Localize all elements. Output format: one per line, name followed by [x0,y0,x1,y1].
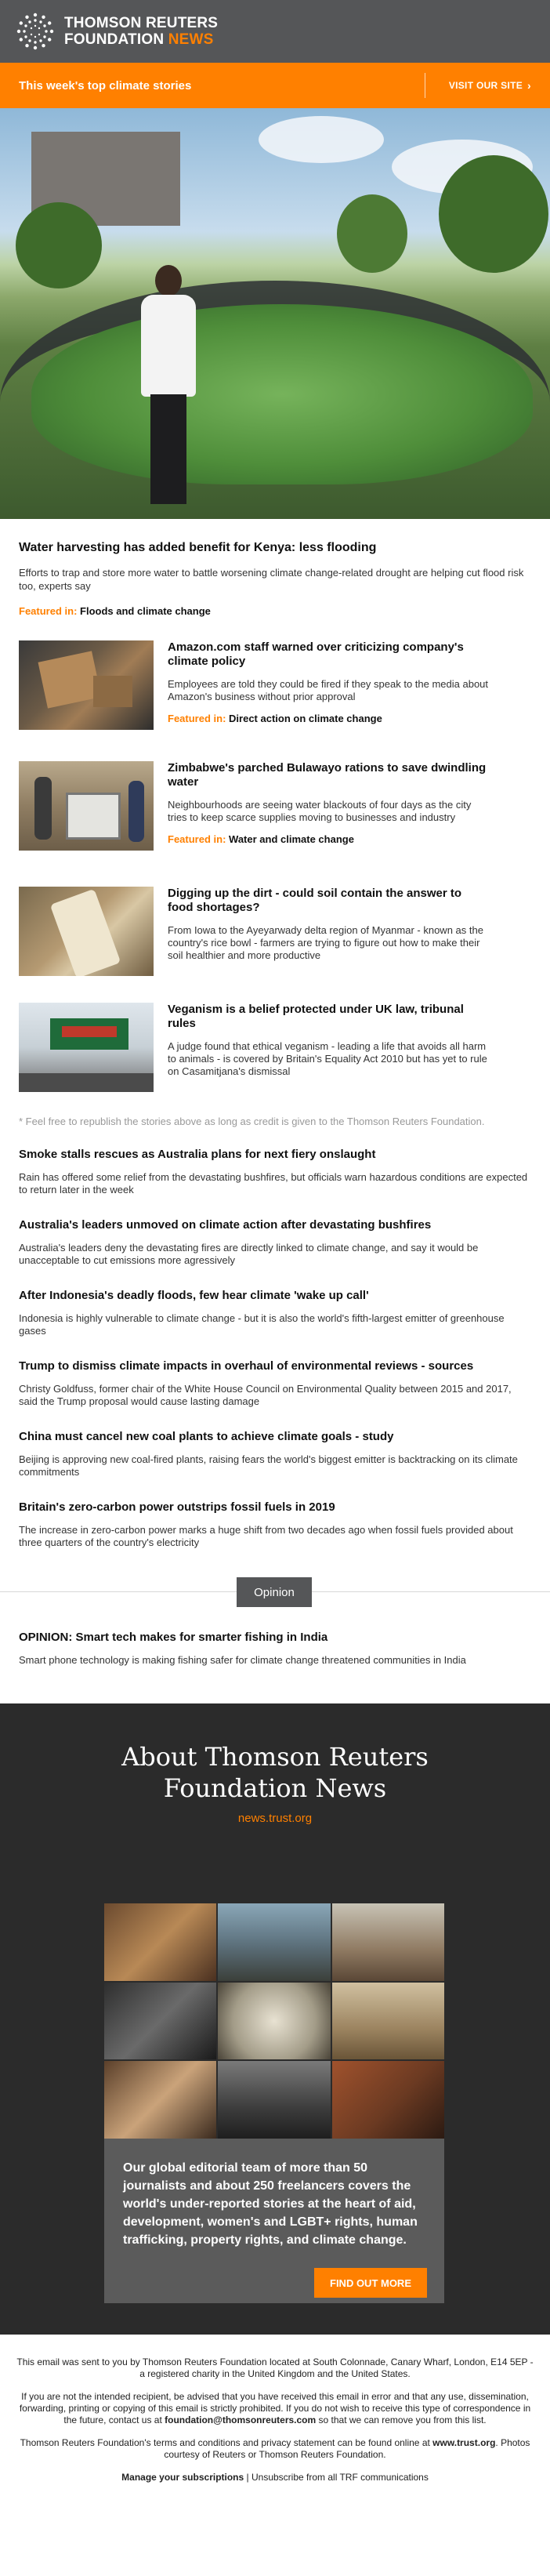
footer-notice: If you are not the intended recipient, be advised that you have received this email in error and that any use, dissemination, forwarding, printing or copying of this email is strictly prohibited. If you do not wish to receive this type of correspondence in the future, contact us at foundation@thomsonreuters.com so that we can remove you from this list. [19,2391,531,2425]
footer-sent-by: This email was sent to you by Thomson Reuters Foundation located at South Colonnade, Canary Wharf, London, E14 5EP - a registered charity in the United Kingdom and the United States. [16,2356,534,2379]
story-card [0,640,550,730]
text-story-title[interactable]: China must cancel new coal plants to achieve climate goals - study [19,1430,394,1443]
unsubscribe-link[interactable]: Unsubscribe from all TRF communications [251,2472,429,2483]
text-story [0,1148,550,1196]
visit-site-label: VISIT OUR SITE [448,80,523,91]
about-site-link[interactable]: news.trust.org [237,1812,313,1825]
story-summary: Employees are told they could be fired if they speak to the media about Amazon's business without prior approval [168,678,489,702]
text-story [0,1500,550,1549]
text-story-title[interactable]: Trump to dismiss climate impacts in overhaul of environmental reviews - sources [19,1359,474,1373]
text-story [0,1289,550,1337]
story-thumbnail[interactable] [19,761,154,851]
footer-subscription-links: Manage your subscriptions | Unsubscribe from all TRF communications [121,2472,429,2483]
republish-note: * Feel free to republish the stories above as long as credit is given to the Thomson Reuters Foundation. [19,1116,485,1127]
main-story-title[interactable]: Water harvesting has added benefit for Kenya: less flooding [19,541,377,554]
story-card [0,761,550,851]
story-card [0,887,550,976]
featured-topic-link[interactable]: Direct action on climate change [229,713,382,724]
find-out-more-button[interactable]: FIND OUT MORE [314,2268,427,2298]
footer-site-link[interactable]: www.trust.org [432,2437,496,2448]
mosaic-photo [332,2061,444,2139]
story-summary: Neighbourhoods are seeing water blackouts of four days as the city tries to keep scarce supplies moving to businesses and industry [168,799,472,823]
text-story-title[interactable]: Australia's leaders unmoved on climate action after devastating bushfires [19,1218,432,1232]
brand-wordmark[interactable] [64,15,218,48]
text-story-title[interactable]: After Indonesia's deadly floods, few hear climate 'wake up call' [19,1289,369,1302]
brand-line1: THOMSON REUTERS [64,15,219,31]
text-story-summary: Indonesia is highly vulnerable to climate change - but it is also the world's fifth-largest emitter of greenhouse gases [19,1312,505,1337]
banner-tagline: This week's top climate stories [19,78,192,93]
opinion-title[interactable]: OPINION: Smart tech makes for smarter fishing in India [19,1631,328,1644]
text-story-title[interactable]: Smoke stalls rescues as Australia plans for next fiery onslaught [19,1148,376,1161]
featured-label: Featured in: [19,605,78,617]
about-section [0,1703,550,2335]
text-story-summary: Beijing is approving new coal-fired plants, raising fears the world's biggest emitter is backtracking on its climate commitments [19,1453,518,1478]
text-story [0,1359,550,1408]
mosaic-photo [332,1983,444,2060]
about-description: Our global editorial team of more than 50 journalists and about 250 freelancers covers the world's under-reported stories at the heart of aid, development, women's and LGBT+ rights, human trafficking, property rights, and climate change. [123,2161,418,2247]
story-title[interactable]: Digging up the dirt - could soil contain the answer to food shortages? [168,887,461,914]
photo-mosaic [104,1903,444,2139]
main-story [0,519,550,617]
brand-line2: FOUNDATION NEWS [64,31,214,48]
mosaic-photo [104,1903,216,1981]
story-thumbnail[interactable] [19,1003,154,1092]
featured-label: Featured in: [168,713,226,724]
opinion-tag: Opinion [237,1577,312,1607]
mosaic-photo [104,1983,216,2060]
opinion-summary: Smart phone technology is making fishing safer for climate change threatened communities in India [19,1654,466,1666]
story-thumbnail[interactable] [19,887,154,976]
story-featured [168,713,489,724]
footer-email-link[interactable]: foundation@thomsonreuters.com [165,2415,317,2425]
trf-logo-icon[interactable] [16,12,55,51]
about-description-box [104,2139,444,2303]
mosaic-photo [218,2061,330,2139]
featured-label: Featured in: [168,833,226,845]
opinion-story [0,1631,550,1667]
story-summary: A judge found that ethical veganism - leading a life that avoids all harm to animals - is covered by Britain's Equality Act 2010 but has yet to rule on Casamitjana's dismissal [168,1040,487,1077]
text-story-summary: Christy Goldfuss, former chair of the White House Council on Environmental Quality between 2015 and 2017, said the Trump proposal would cause lasting damage [19,1383,512,1407]
text-story-summary: The increase in zero-carbon power marks a huge shift from two decades ago when fossil fuels provided about three quarters of the country's electricity [19,1524,513,1548]
header [0,0,550,63]
mosaic-photo [218,1903,330,1981]
mosaic-photo [104,2061,216,2139]
text-story [0,1430,550,1478]
story-summary: From Iowa to the Ayeyarwady delta region of Myanmar - known as the country's rice bowl - farmers are trying to figure out how to make their soil healthier and more productive [168,924,483,961]
text-story [0,1218,550,1267]
farmer-figure [141,265,196,508]
brand-accent: NEWS [168,31,214,48]
footer-terms: Thomson Reuters Foundation's terms and conditions and privacy statement can be found online at www.trust.org. Photos courtesy of Reuters or Thomson Reuters Foundation. [20,2437,530,2460]
story-thumbnail[interactable] [19,640,154,730]
story-title[interactable]: Amazon.com staff warned over criticizing company's climate policy [168,640,464,668]
chevron-right-icon: › [527,79,531,92]
mosaic-photo [332,1903,444,1981]
hero-image[interactable] [0,108,550,519]
about-title: About Thomson Reuters Foundation News [121,1742,429,1803]
manage-subscriptions-link[interactable]: Manage your subscriptions [121,2472,244,2483]
story-title[interactable]: Zimbabwe's parched Bulawayo rations to save dwindling water [168,761,487,789]
featured-topic-link[interactable]: Floods and climate change [80,605,211,617]
top-stories-banner [0,63,550,108]
story-featured [168,833,489,845]
opinion-divider [0,1577,550,1607]
main-story-summary: Efforts to trap and store more water to battle worsening climate change-related drought are helping cut flood risk too, experts say [19,567,524,592]
featured-topic-link[interactable]: Water and climate change [229,833,354,845]
text-story-title[interactable]: Britain's zero-carbon power outstrips fossil fuels in 2019 [19,1500,335,1514]
visit-site-link[interactable] [425,73,531,98]
story-card [0,1003,550,1092]
footer [0,2335,550,2576]
mosaic-photo [218,1983,330,2060]
main-story-featured [19,605,531,617]
text-story-summary: Rain has offered some relief from the devastating bushfires, but officials warn hazardous conditions are expected to return later in the week [19,1171,528,1195]
story-title[interactable]: Veganism is a belief protected under UK law, tribunal rules [168,1003,464,1030]
text-story-summary: Australia's leaders deny the devastating fires are directly linked to climate change, and say it would be unacceptable to cut emissions more agressively [19,1242,479,1266]
